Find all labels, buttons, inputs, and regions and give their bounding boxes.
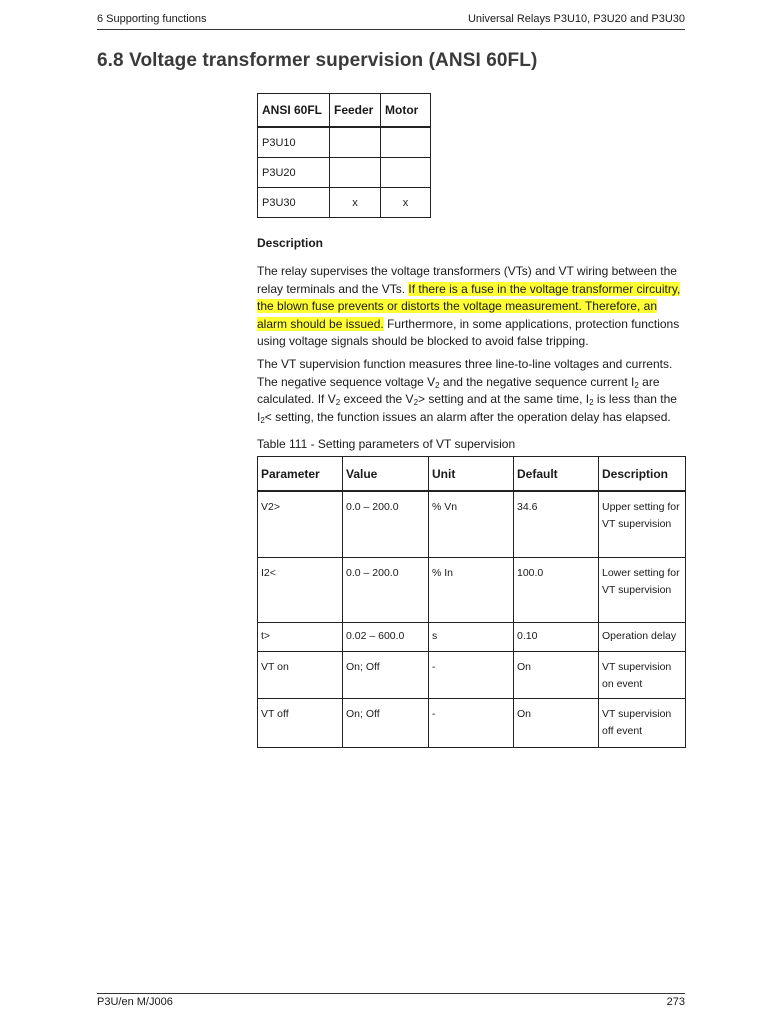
- table-row: [258, 622, 686, 651]
- value-cell: On; Off: [343, 698, 429, 747]
- model-cell: P3U30: [258, 188, 330, 218]
- parameter-cell: I2<: [258, 557, 343, 622]
- section-title: 6.8 Voltage transformer supervision (ANSI 60FL): [97, 50, 538, 71]
- table-row: [258, 188, 431, 218]
- motor-cell: x: [381, 188, 431, 218]
- table-row: [258, 698, 686, 747]
- value-cell: 0.0 – 200.0: [343, 557, 429, 622]
- default-cell: 34.6: [514, 491, 599, 557]
- unit-cell: % In: [429, 557, 514, 622]
- subscript: 2: [589, 398, 594, 408]
- feeder-cell: x: [330, 188, 381, 218]
- table-row: [258, 651, 686, 698]
- value-cell: On; Off: [343, 651, 429, 698]
- para2-text: is less than the I: [257, 392, 677, 424]
- table-header-row: [258, 457, 686, 492]
- para2-text: exceed the V: [340, 392, 414, 407]
- header-section: 6 Supporting functions: [97, 13, 207, 25]
- subscript: 2: [435, 380, 440, 390]
- unit-cell: -: [429, 651, 514, 698]
- para2-text: > setting and at the same time, I: [418, 392, 590, 407]
- para1-start: The relay supervises the voltage transformers (VTs) and VT wiring between the relay terminals and the VTs.: [257, 264, 677, 296]
- para2-text: and the negative sequence current I: [439, 374, 635, 389]
- default-cell: On: [514, 698, 599, 747]
- default-cell: 100.0: [514, 557, 599, 622]
- parameter-cell: VT off: [258, 698, 343, 747]
- description-paragraph-1: [257, 263, 685, 351]
- parameter-cell: VT on: [258, 651, 343, 698]
- page-footer: [97, 993, 685, 1010]
- default-cell: 0.10: [514, 622, 599, 651]
- table-row: [258, 557, 686, 622]
- table-row: [258, 127, 431, 158]
- description-cell: VT supervision on event: [599, 651, 686, 698]
- settings-table: [257, 456, 686, 748]
- feeder-cell: [330, 158, 381, 188]
- motor-cell: [381, 127, 431, 158]
- table-header-row: [258, 94, 431, 128]
- subscript: 2: [634, 380, 639, 390]
- default-cell: On: [514, 651, 599, 698]
- col-value: Value: [343, 457, 429, 492]
- motor-cell: [381, 158, 431, 188]
- value-cell: 0.02 – 600.0: [343, 622, 429, 651]
- description-cell: Upper setting for VT supervision: [599, 491, 686, 557]
- highlighted-text: If there is a fuse in the voltage transformer circuitry, the blown fuse prevents or distorts the voltage measurement. Therefore, an alarm should be issued.: [257, 281, 681, 331]
- subscript: 2: [413, 398, 419, 408]
- model-cell: P3U10: [258, 127, 330, 158]
- applicability-table: [257, 93, 431, 218]
- subscript: 2: [335, 398, 341, 408]
- parameter-cell: V2>: [258, 491, 343, 557]
- page-number: 273: [666, 996, 685, 1008]
- description-cell: Lower setting for VT supervision: [599, 557, 686, 622]
- col-unit: Unit: [429, 457, 514, 492]
- feeder-cell: [330, 127, 381, 158]
- para2-text: < setting, the function issues an alarm after the operation delay has elapsed.: [264, 409, 671, 424]
- col-description: Description: [599, 457, 686, 492]
- unit-cell: s: [429, 622, 514, 651]
- page-header: [97, 13, 685, 30]
- col-feeder: Feeder: [330, 94, 381, 128]
- description-paragraph-2: [257, 356, 685, 426]
- description-cell: VT supervision off event: [599, 698, 686, 747]
- value-cell: 0.0 – 200.0: [343, 491, 429, 557]
- para1-end: Furthermore, in some applications, protection functions using voltage signals should be blocked to avoid false tripping.: [257, 316, 680, 349]
- description-cell: Operation delay: [599, 622, 686, 651]
- parameter-cell: t>: [258, 622, 343, 651]
- col-motor: Motor: [381, 94, 431, 128]
- col-default: Default: [514, 457, 599, 492]
- col-parameter: Parameter: [258, 457, 343, 492]
- model-cell: P3U20: [258, 158, 330, 188]
- table-row: [258, 158, 431, 188]
- subscript: 2: [260, 415, 265, 425]
- table-caption: Table 111 - Setting parameters of VT supervision: [257, 437, 516, 451]
- description-heading: Description: [257, 236, 324, 250]
- para2-text: are calculated. If V: [257, 374, 660, 407]
- col-ansi: ANSI 60FL: [258, 94, 330, 128]
- table-row: [258, 491, 686, 557]
- unit-cell: -: [429, 698, 514, 747]
- header-product: Universal Relays P3U10, P3U20 and P3U30: [467, 13, 685, 25]
- unit-cell: % Vn: [429, 491, 514, 557]
- para2-text: The VT supervision function measures three line-to-line voltages and currents. The negative sequence voltage V: [257, 357, 673, 389]
- document-id: P3U/en M/J006: [97, 996, 173, 1008]
